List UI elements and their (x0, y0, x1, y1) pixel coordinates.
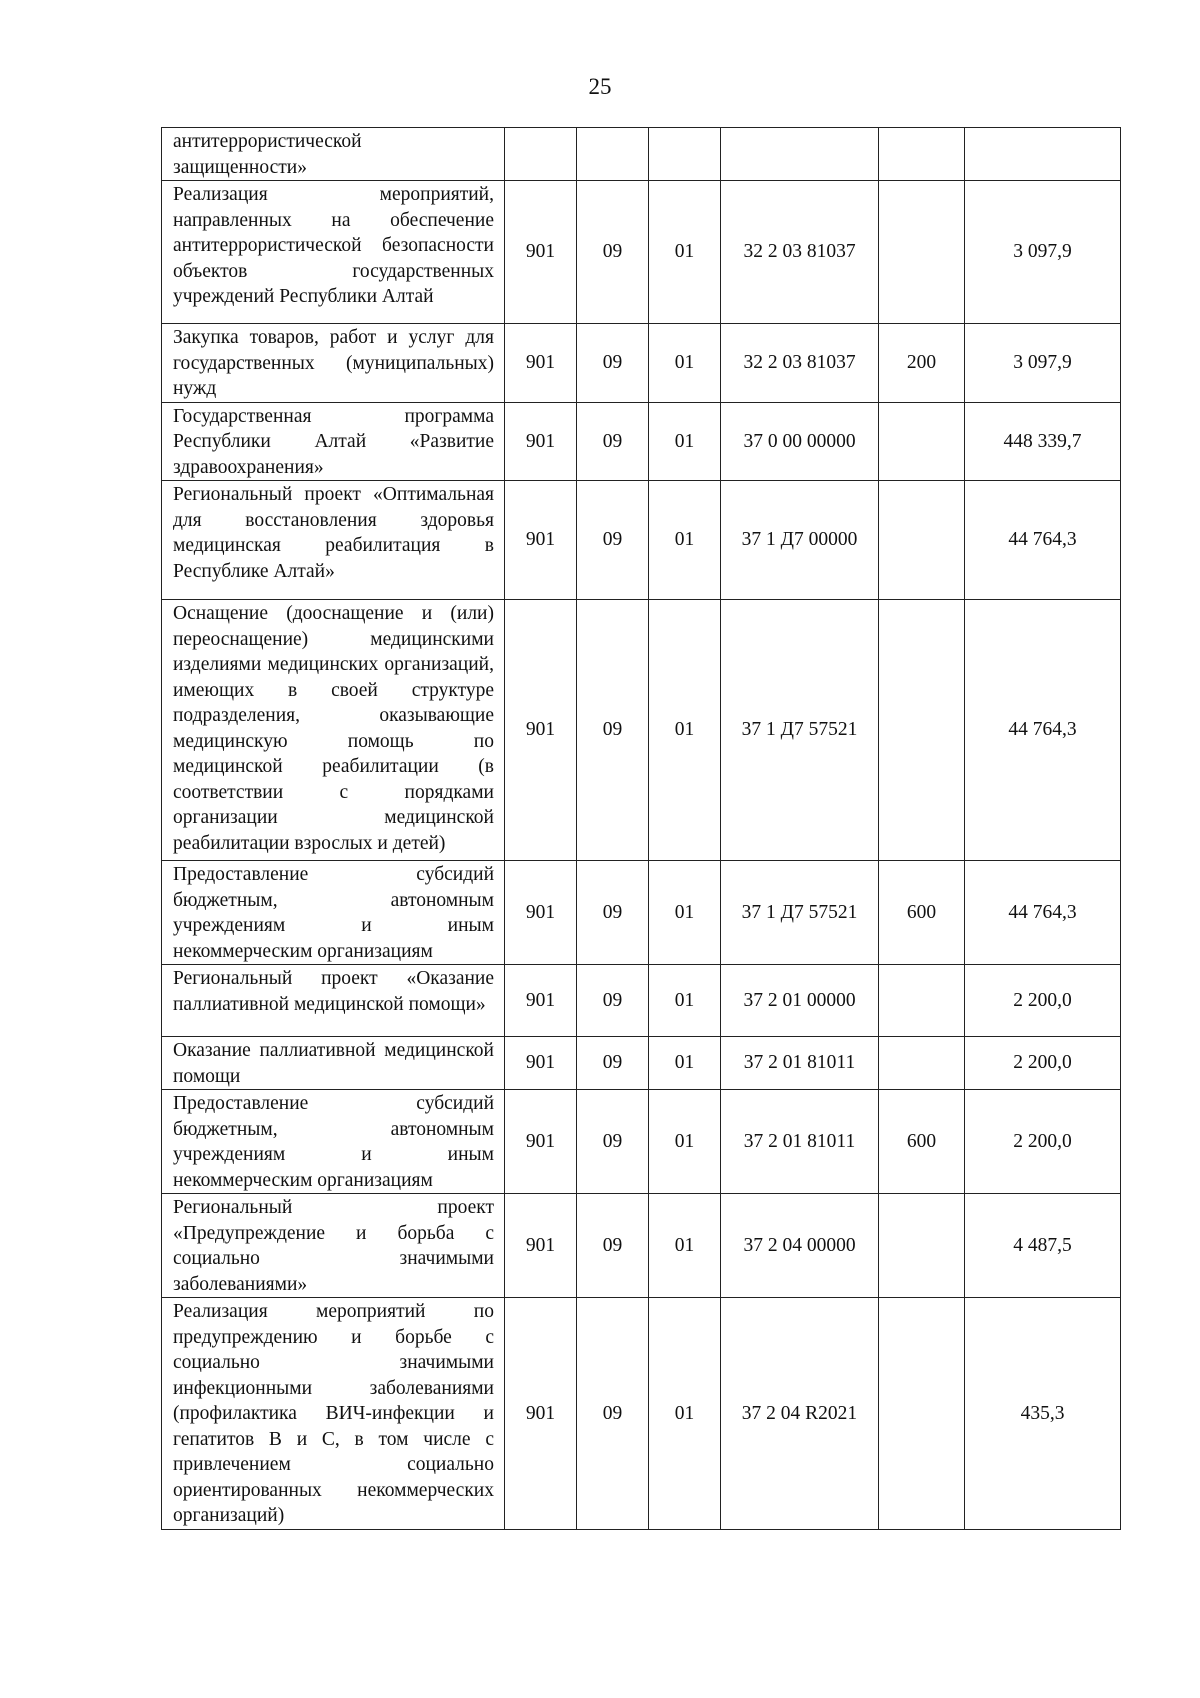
table-row (162, 965, 1121, 1037)
department-code-cell: 901 (505, 402, 577, 481)
table-row (162, 1090, 1121, 1194)
expense-type-code-cell (879, 965, 965, 1037)
subsection-code-cell: 01 (649, 324, 721, 403)
section-code-cell: 09 (577, 181, 649, 324)
section-code-cell: 09 (577, 481, 649, 600)
table-row (162, 1037, 1121, 1090)
amount-cell: 44 764,3 (965, 481, 1121, 600)
target-article-code-cell: 32 2 03 81037 (721, 324, 879, 403)
amount-cell: 3 097,9 (965, 324, 1121, 403)
amount-cell: 2 200,0 (965, 965, 1121, 1037)
subsection-code-cell: 01 (649, 1090, 721, 1194)
expense-type-code-cell: 600 (879, 1090, 965, 1194)
department-code-cell: 901 (505, 861, 577, 965)
expense-type-code-cell (879, 1298, 965, 1530)
row-name-cell: антитеррористической защищенности» (162, 128, 505, 181)
budget-table (161, 127, 1121, 1530)
section-code-cell: 09 (577, 1090, 649, 1194)
expense-type-code-cell (879, 402, 965, 481)
amount-cell: 44 764,3 (965, 861, 1121, 965)
subsection-code-cell: 01 (649, 181, 721, 324)
target-article-code-cell (721, 128, 879, 181)
subsection-code-cell: 01 (649, 481, 721, 600)
table-row (162, 128, 1121, 181)
target-article-code-cell: 32 2 03 81037 (721, 181, 879, 324)
table-row (162, 324, 1121, 403)
expense-type-code-cell (879, 1194, 965, 1298)
amount-cell: 448 339,7 (965, 402, 1121, 481)
subsection-code-cell: 01 (649, 600, 721, 861)
section-code-cell: 09 (577, 324, 649, 403)
department-code-cell (505, 128, 577, 181)
row-name-cell: Региональный проект «Оптимальная для восстановления здоровья медицинская реабилитация в Республике Алтай» (162, 481, 505, 600)
amount-cell: 4 487,5 (965, 1194, 1121, 1298)
department-code-cell: 901 (505, 481, 577, 600)
subsection-code-cell: 01 (649, 861, 721, 965)
amount-cell: 2 200,0 (965, 1090, 1121, 1194)
expense-type-code-cell: 200 (879, 324, 965, 403)
section-code-cell: 09 (577, 1037, 649, 1090)
row-name-cell: Оказание паллиативной медицинской помощи (162, 1037, 505, 1090)
department-code-cell: 901 (505, 324, 577, 403)
subsection-code-cell: 01 (649, 402, 721, 481)
section-code-cell: 09 (577, 1298, 649, 1530)
section-code-cell: 09 (577, 1194, 649, 1298)
table-row (162, 181, 1121, 324)
row-name-cell: Реализация мероприятий по предупреждению и борьбе с социально значимыми инфекционными заболеваниями (профилактика ВИЧ-инфекции и гепатитов B и C, в том числе с привлечением социально ориентированных некоммерческих организаций) (162, 1298, 505, 1530)
expense-type-code-cell (879, 481, 965, 600)
department-code-cell: 901 (505, 600, 577, 861)
amount-cell: 44 764,3 (965, 600, 1121, 861)
amount-cell: 3 097,9 (965, 181, 1121, 324)
amount-cell: 2 200,0 (965, 1037, 1121, 1090)
amount-cell: 435,3 (965, 1298, 1121, 1530)
expense-type-code-cell (879, 128, 965, 181)
page-number: 25 (588, 74, 612, 99)
table-row (162, 1298, 1121, 1530)
section-code-cell: 09 (577, 861, 649, 965)
department-code-cell: 901 (505, 181, 577, 324)
row-name-cell: Региональный проект «Оказание паллиативной медицинской помощи» (162, 965, 505, 1037)
row-name-cell: Государственная программа Республики Алтай «Развитие здравоохранения» (162, 402, 505, 481)
table-row (162, 1194, 1121, 1298)
section-code-cell: 09 (577, 402, 649, 481)
target-article-code-cell: 37 0 00 00000 (721, 402, 879, 481)
subsection-code-cell: 01 (649, 965, 721, 1037)
subsection-code-cell: 01 (649, 1194, 721, 1298)
amount-cell (965, 128, 1121, 181)
subsection-code-cell: 01 (649, 1298, 721, 1530)
section-code-cell: 09 (577, 965, 649, 1037)
row-name-cell: Закупка товаров, работ и услуг для государственных (муниципальных) нужд (162, 324, 505, 403)
target-article-code-cell: 37 1 Д7 57521 (721, 600, 879, 861)
target-article-code-cell: 37 1 Д7 57521 (721, 861, 879, 965)
expense-type-code-cell (879, 181, 965, 324)
department-code-cell: 901 (505, 965, 577, 1037)
table-row (162, 861, 1121, 965)
table-row (162, 481, 1121, 600)
target-article-code-cell: 37 2 01 00000 (721, 965, 879, 1037)
expense-type-code-cell: 600 (879, 861, 965, 965)
budget-table-body (162, 128, 1121, 1530)
section-code-cell: 09 (577, 600, 649, 861)
department-code-cell: 901 (505, 1298, 577, 1530)
expense-type-code-cell (879, 1037, 965, 1090)
row-name-cell: Региональный проект «Предупреждение и борьба с социально значимыми заболеваниями» (162, 1194, 505, 1298)
expense-type-code-cell (879, 600, 965, 861)
row-name-cell: Реализация мероприятий, направленных на обеспечение антитеррористической безопасности объектов государственных учреждений Республики Алтай (162, 181, 505, 324)
department-code-cell: 901 (505, 1090, 577, 1194)
table-row (162, 402, 1121, 481)
subsection-code-cell (649, 128, 721, 181)
section-code-cell (577, 128, 649, 181)
target-article-code-cell: 37 2 04 00000 (721, 1194, 879, 1298)
row-name-cell: Оснащение (дооснащение и (или) переоснащение) медицинскими изделиями медицинских организаций, имеющих в своей структуре подразделения, оказывающие медицинскую помощь по медицинской реабилитации (в соответствии с порядками организации медицинской реабилитации взрослых и детей) (162, 600, 505, 861)
target-article-code-cell: 37 2 01 81011 (721, 1090, 879, 1194)
table-row (162, 600, 1121, 861)
department-code-cell: 901 (505, 1037, 577, 1090)
row-name-cell: Предоставление субсидий бюджетным, автономным учреждениям и иным некоммерческим организациям (162, 861, 505, 965)
target-article-code-cell: 37 2 04 R2021 (721, 1298, 879, 1530)
target-article-code-cell: 37 1 Д7 00000 (721, 481, 879, 600)
department-code-cell: 901 (505, 1194, 577, 1298)
row-name-cell: Предоставление субсидий бюджетным, автономным учреждениям и иным некоммерческим организациям (162, 1090, 505, 1194)
target-article-code-cell: 37 2 01 81011 (721, 1037, 879, 1090)
subsection-code-cell: 01 (649, 1037, 721, 1090)
